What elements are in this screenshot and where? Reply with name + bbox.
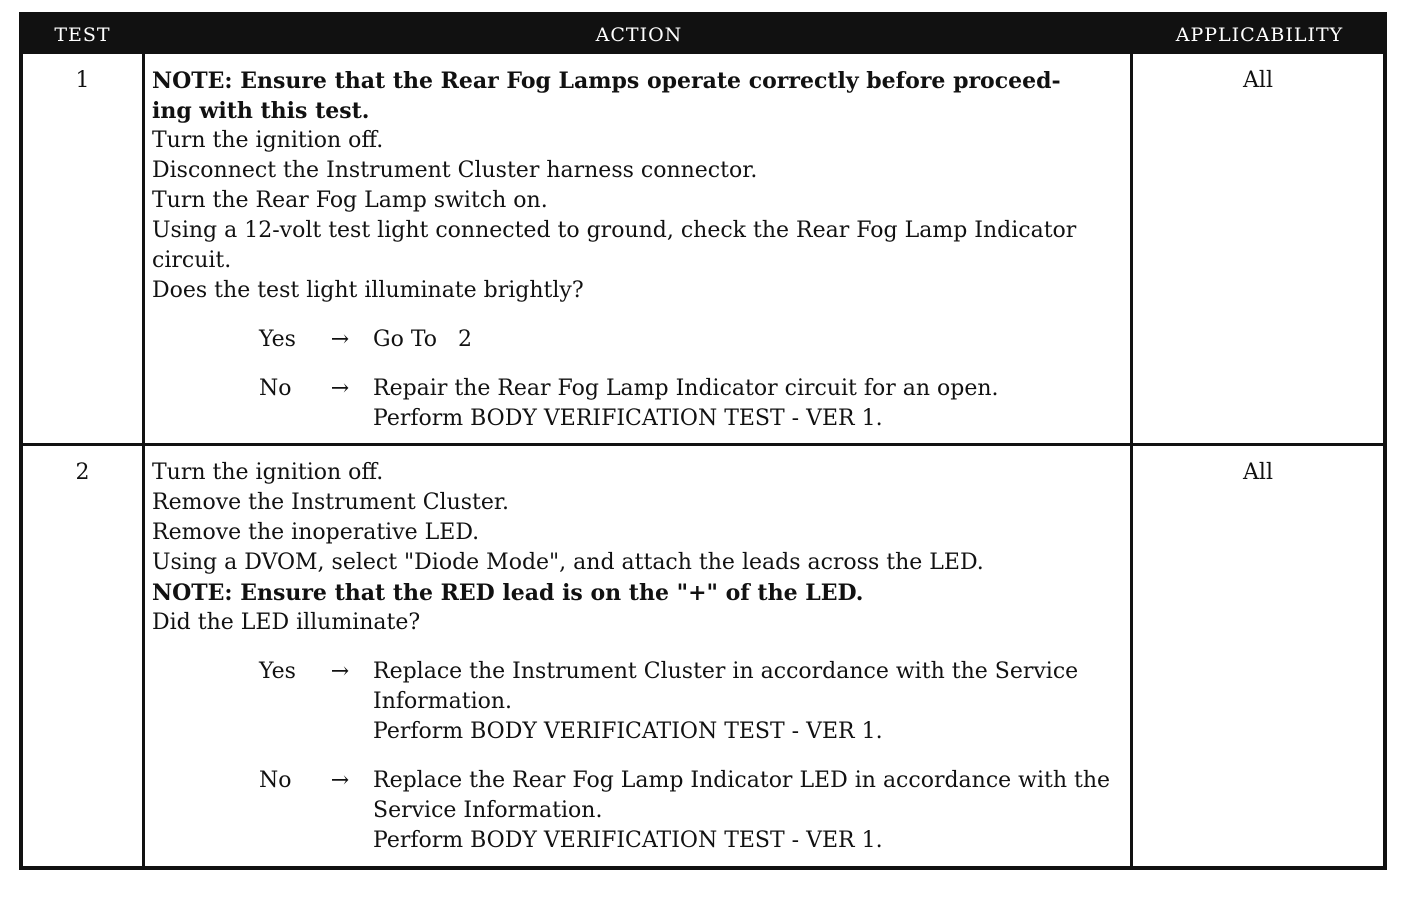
header-test: TEST	[54, 24, 111, 46]
header-applicability: APPLICABILITY	[1175, 24, 1344, 46]
note-text: NOTE: Ensure that the Rear Fog Lamps operate correctly before proceed-	[152, 68, 1061, 94]
test-number: 2	[75, 460, 90, 485]
arrow-right-icon: →	[330, 659, 350, 684]
yes-text	[373, 657, 1124, 747]
no-response	[152, 766, 1124, 856]
question-text: Does the test light illuminate brightly?	[152, 278, 584, 303]
no-line: Replace the Rear Fog Lamp Indicator LED in accordance with the	[373, 768, 1111, 793]
step-text: circuit.	[152, 248, 232, 273]
yes-line: Go To 2	[373, 327, 472, 352]
yes-label: Yes	[259, 659, 296, 684]
step-text: Remove the Instrument Cluster.	[152, 490, 509, 515]
action-cell	[152, 458, 1124, 856]
yes-label: Yes	[259, 327, 296, 352]
yes-line: Replace the Instrument Cluster in accordance with the Service	[373, 659, 1079, 684]
table-row	[23, 54, 1383, 443]
action-cell	[152, 66, 1124, 434]
applicability-cell: All	[1243, 460, 1273, 485]
note-text: NOTE: Ensure that the RED lead is on the "+" of the LED.	[152, 580, 864, 606]
no-response	[152, 374, 1124, 434]
table-header	[23, 16, 1383, 54]
arrow-right-icon: →	[330, 327, 350, 352]
no-text	[373, 374, 1124, 434]
step-text: Turn the Rear Fog Lamp switch on.	[152, 188, 548, 213]
step-text: Turn the ignition off.	[152, 128, 384, 153]
no-label: No	[259, 768, 292, 793]
yes-response	[152, 325, 1124, 355]
header-action: ACTION	[595, 24, 683, 46]
step-text: Disconnect the Instrument Cluster harness connector.	[152, 158, 758, 183]
no-line: Repair the Rear Fog Lamp Indicator circuit for an open.	[373, 376, 999, 401]
yes-line: Perform BODY VERIFICATION TEST - VER 1.	[373, 719, 883, 744]
no-text	[373, 766, 1124, 856]
step-text: Using a DVOM, select "Diode Mode", and attach the leads across the LED.	[152, 550, 984, 575]
question-text: Did the LED illuminate?	[152, 610, 421, 635]
arrow-right-icon: →	[330, 768, 350, 793]
applicability-cell: All	[1243, 68, 1273, 93]
no-label: No	[259, 376, 292, 401]
note-text: ing with this test.	[152, 98, 370, 124]
no-line: Perform BODY VERIFICATION TEST - VER 1.	[373, 828, 883, 853]
step-text: Turn the ignition off.	[152, 460, 384, 485]
arrow-right-icon: →	[330, 376, 350, 401]
yes-text	[373, 325, 1124, 355]
yes-line: Information.	[373, 689, 513, 714]
step-text: Using a 12-volt test light connected to ground, check the Rear Fog Lamp Indicator	[152, 218, 1077, 243]
diagnostic-test-table	[19, 12, 1387, 870]
no-line: Service Information.	[373, 798, 603, 823]
yes-response	[152, 657, 1124, 747]
table-row	[23, 446, 1383, 866]
step-text: Remove the inoperative LED.	[152, 520, 480, 545]
test-number: 1	[75, 68, 90, 93]
no-line: Perform BODY VERIFICATION TEST - VER 1.	[373, 406, 883, 431]
